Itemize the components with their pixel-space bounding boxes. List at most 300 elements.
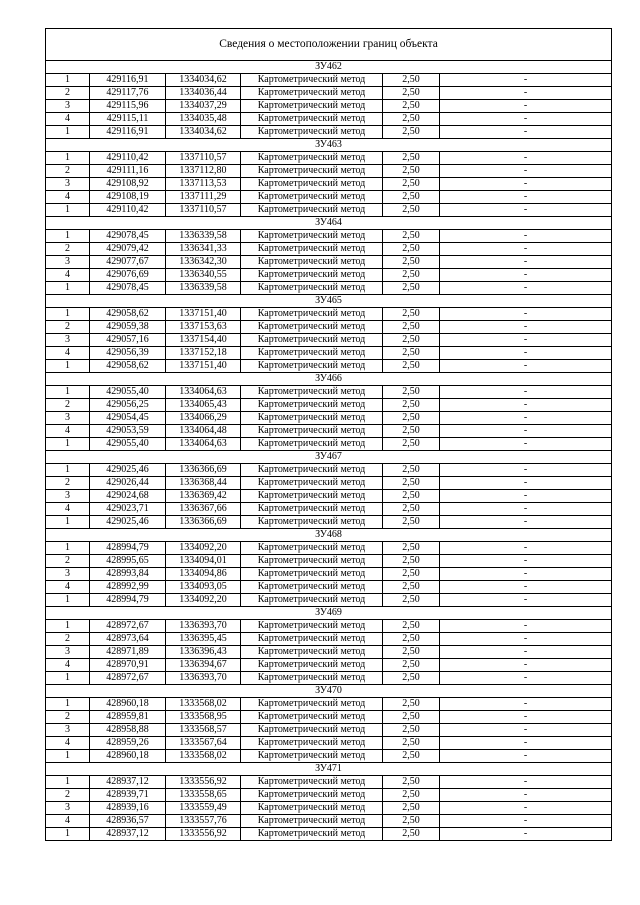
accuracy-cell: 2,50	[383, 594, 440, 607]
method-cell: Картометрический метод	[241, 282, 383, 295]
method-cell: Картометрический метод	[241, 230, 383, 243]
coord-x-cell: 428960,18	[90, 750, 166, 763]
table-row	[46, 464, 612, 477]
section-header-row	[46, 139, 612, 152]
table-row	[46, 321, 612, 334]
coord-x-cell: 429054,45	[90, 412, 166, 425]
accuracy-cell: 2,50	[383, 620, 440, 633]
coord-x-cell: 429077,67	[90, 256, 166, 269]
table-row	[46, 815, 612, 828]
point-number-cell: 1	[46, 776, 90, 789]
coord-y-cell: 1334064,63	[166, 438, 241, 451]
point-number-cell: 4	[46, 737, 90, 750]
point-number-cell: 1	[46, 542, 90, 555]
point-number-cell: 3	[46, 568, 90, 581]
description-cell: -	[440, 347, 612, 360]
section-name: ЗУ464	[46, 217, 612, 230]
method-cell: Картометрический метод	[241, 412, 383, 425]
description-cell: -	[440, 802, 612, 815]
description-cell: -	[440, 620, 612, 633]
method-cell: Картометрический метод	[241, 152, 383, 165]
description-cell: -	[440, 269, 612, 282]
coord-y-cell: 1334065,43	[166, 399, 241, 412]
table-row	[46, 776, 612, 789]
table-row	[46, 100, 612, 113]
coord-y-cell: 1337152,18	[166, 347, 241, 360]
method-cell: Картометрический метод	[241, 581, 383, 594]
coord-y-cell: 1334064,48	[166, 425, 241, 438]
point-number-cell: 1	[46, 672, 90, 685]
table-row	[46, 165, 612, 178]
method-cell: Картометрический метод	[241, 828, 383, 841]
accuracy-cell: 2,50	[383, 230, 440, 243]
point-number-cell: 4	[46, 659, 90, 672]
coord-x-cell: 429057,16	[90, 334, 166, 347]
method-cell: Картометрический метод	[241, 243, 383, 256]
coord-x-cell: 429076,69	[90, 269, 166, 282]
accuracy-cell: 2,50	[383, 386, 440, 399]
description-cell: -	[440, 74, 612, 87]
coord-x-cell: 429025,46	[90, 516, 166, 529]
point-number-cell: 2	[46, 477, 90, 490]
accuracy-cell: 2,50	[383, 737, 440, 750]
point-number-cell: 1	[46, 308, 90, 321]
description-cell: -	[440, 256, 612, 269]
coord-x-cell: 428958,88	[90, 724, 166, 737]
point-number-cell: 4	[46, 581, 90, 594]
point-number-cell: 1	[46, 750, 90, 763]
method-cell: Картометрический метод	[241, 711, 383, 724]
point-number-cell: 2	[46, 243, 90, 256]
coord-x-cell: 428972,67	[90, 672, 166, 685]
coord-x-cell: 428939,71	[90, 789, 166, 802]
point-number-cell: 1	[46, 360, 90, 373]
table-row	[46, 581, 612, 594]
point-number-cell: 1	[46, 438, 90, 451]
method-cell: Картометрический метод	[241, 425, 383, 438]
coord-x-cell: 428937,12	[90, 828, 166, 841]
description-cell: -	[440, 516, 612, 529]
method-cell: Картометрический метод	[241, 74, 383, 87]
method-cell: Картометрический метод	[241, 672, 383, 685]
coord-y-cell: 1336340,55	[166, 269, 241, 282]
point-number-cell: 2	[46, 165, 90, 178]
description-cell: -	[440, 724, 612, 737]
coord-x-cell: 429058,62	[90, 360, 166, 373]
coord-y-cell: 1336395,45	[166, 633, 241, 646]
coord-x-cell: 429115,96	[90, 100, 166, 113]
accuracy-cell: 2,50	[383, 178, 440, 191]
accuracy-cell: 2,50	[383, 347, 440, 360]
table-row	[46, 477, 612, 490]
accuracy-cell: 2,50	[383, 789, 440, 802]
accuracy-cell: 2,50	[383, 113, 440, 126]
point-number-cell: 4	[46, 191, 90, 204]
point-number-cell: 1	[46, 204, 90, 217]
accuracy-cell: 2,50	[383, 425, 440, 438]
coord-y-cell: 1333568,02	[166, 750, 241, 763]
method-cell: Картометрический метод	[241, 269, 383, 282]
method-cell: Картометрический метод	[241, 178, 383, 191]
coord-x-cell: 429108,92	[90, 178, 166, 191]
table-row	[46, 711, 612, 724]
document-page	[45, 28, 611, 841]
point-number-cell: 2	[46, 87, 90, 100]
method-cell: Картометрический метод	[241, 204, 383, 217]
table-row	[46, 412, 612, 425]
description-cell: -	[440, 503, 612, 516]
coord-y-cell: 1333558,65	[166, 789, 241, 802]
table-row	[46, 256, 612, 269]
table-body	[46, 29, 612, 841]
accuracy-cell: 2,50	[383, 74, 440, 87]
section-name: ЗУ462	[46, 61, 612, 74]
point-number-cell: 4	[46, 503, 90, 516]
method-cell: Картометрический метод	[241, 750, 383, 763]
method-cell: Картометрический метод	[241, 256, 383, 269]
table-row	[46, 698, 612, 711]
coord-y-cell: 1336367,66	[166, 503, 241, 516]
coord-y-cell: 1334034,62	[166, 74, 241, 87]
method-cell: Картометрический метод	[241, 516, 383, 529]
coord-x-cell: 429055,40	[90, 438, 166, 451]
point-number-cell: 1	[46, 126, 90, 139]
method-cell: Картометрический метод	[241, 308, 383, 321]
accuracy-cell: 2,50	[383, 438, 440, 451]
method-cell: Картометрический метод	[241, 490, 383, 503]
point-number-cell: 1	[46, 282, 90, 295]
coord-y-cell: 1336341,33	[166, 243, 241, 256]
accuracy-cell: 2,50	[383, 490, 440, 503]
coord-x-cell: 428973,64	[90, 633, 166, 646]
description-cell: -	[440, 204, 612, 217]
coord-x-cell: 429115,11	[90, 113, 166, 126]
coord-y-cell: 1336366,69	[166, 516, 241, 529]
section-name: ЗУ471	[46, 763, 612, 776]
accuracy-cell: 2,50	[383, 555, 440, 568]
coord-y-cell: 1334066,29	[166, 412, 241, 425]
description-cell: -	[440, 815, 612, 828]
section-header-row	[46, 607, 612, 620]
point-number-cell: 1	[46, 828, 90, 841]
accuracy-cell: 2,50	[383, 711, 440, 724]
coord-y-cell: 1334094,86	[166, 568, 241, 581]
table-row	[46, 542, 612, 555]
section-header-row	[46, 373, 612, 386]
method-cell: Картометрический метод	[241, 542, 383, 555]
coord-y-cell: 1337153,63	[166, 321, 241, 334]
section-name: ЗУ465	[46, 295, 612, 308]
method-cell: Картометрический метод	[241, 191, 383, 204]
accuracy-cell: 2,50	[383, 243, 440, 256]
point-number-cell: 3	[46, 412, 90, 425]
point-number-cell: 4	[46, 113, 90, 126]
coord-y-cell: 1333557,76	[166, 815, 241, 828]
point-number-cell: 2	[46, 789, 90, 802]
method-cell: Картометрический метод	[241, 126, 383, 139]
coord-y-cell: 1334036,44	[166, 87, 241, 100]
section-name: ЗУ467	[46, 451, 612, 464]
description-cell: -	[440, 113, 612, 126]
coord-y-cell: 1336366,69	[166, 464, 241, 477]
accuracy-cell: 2,50	[383, 256, 440, 269]
coord-y-cell: 1337112,80	[166, 165, 241, 178]
table-row	[46, 737, 612, 750]
coord-y-cell: 1336339,58	[166, 282, 241, 295]
section-header-row	[46, 61, 612, 74]
coord-x-cell: 429116,91	[90, 74, 166, 87]
point-number-cell: 1	[46, 516, 90, 529]
table-row	[46, 568, 612, 581]
coord-y-cell: 1333568,57	[166, 724, 241, 737]
point-number-cell: 4	[46, 269, 90, 282]
method-cell: Картометрический метод	[241, 568, 383, 581]
coord-y-cell: 1334034,62	[166, 126, 241, 139]
coord-x-cell: 428970,91	[90, 659, 166, 672]
table-row	[46, 646, 612, 659]
description-cell: -	[440, 230, 612, 243]
description-cell: -	[440, 737, 612, 750]
method-cell: Картометрический метод	[241, 477, 383, 490]
point-number-cell: 3	[46, 100, 90, 113]
coord-y-cell: 1337111,29	[166, 191, 241, 204]
section-header-row	[46, 295, 612, 308]
coord-y-cell: 1336396,43	[166, 646, 241, 659]
coord-x-cell: 429053,59	[90, 425, 166, 438]
method-cell: Картометрический метод	[241, 776, 383, 789]
coord-y-cell: 1334092,20	[166, 594, 241, 607]
description-cell: -	[440, 750, 612, 763]
description-cell: -	[440, 308, 612, 321]
table-row	[46, 204, 612, 217]
table-row	[46, 74, 612, 87]
coord-y-cell: 1337110,57	[166, 152, 241, 165]
coord-x-cell: 429116,91	[90, 126, 166, 139]
coord-y-cell: 1333568,02	[166, 698, 241, 711]
table-row	[46, 399, 612, 412]
description-cell: -	[440, 386, 612, 399]
coord-y-cell: 1334037,29	[166, 100, 241, 113]
method-cell: Картометрический метод	[241, 659, 383, 672]
coord-x-cell: 429023,71	[90, 503, 166, 516]
accuracy-cell: 2,50	[383, 828, 440, 841]
accuracy-cell: 2,50	[383, 503, 440, 516]
method-cell: Картометрический метод	[241, 633, 383, 646]
table-row	[46, 594, 612, 607]
point-number-cell: 1	[46, 464, 90, 477]
coord-x-cell: 428960,18	[90, 698, 166, 711]
method-cell: Картометрический метод	[241, 737, 383, 750]
description-cell: -	[440, 594, 612, 607]
description-cell: -	[440, 490, 612, 503]
coord-y-cell: 1336339,58	[166, 230, 241, 243]
coord-y-cell: 1333567,64	[166, 737, 241, 750]
table-row	[46, 672, 612, 685]
coord-x-cell: 429117,76	[90, 87, 166, 100]
section-name: ЗУ470	[46, 685, 612, 698]
coord-y-cell: 1334064,63	[166, 386, 241, 399]
coord-y-cell: 1334092,20	[166, 542, 241, 555]
accuracy-cell: 2,50	[383, 204, 440, 217]
table-row	[46, 659, 612, 672]
table-row	[46, 386, 612, 399]
description-cell: -	[440, 711, 612, 724]
description-cell: -	[440, 633, 612, 646]
point-number-cell: 3	[46, 178, 90, 191]
section-name: ЗУ463	[46, 139, 612, 152]
coord-x-cell: 428959,26	[90, 737, 166, 750]
coord-x-cell: 429078,45	[90, 282, 166, 295]
coord-x-cell: 429055,40	[90, 386, 166, 399]
table-row	[46, 347, 612, 360]
description-cell: -	[440, 698, 612, 711]
method-cell: Картометрический метод	[241, 698, 383, 711]
coord-y-cell: 1337151,40	[166, 308, 241, 321]
method-cell: Картометрический метод	[241, 620, 383, 633]
method-cell: Картометрический метод	[241, 594, 383, 607]
description-cell: -	[440, 126, 612, 139]
point-number-cell: 3	[46, 646, 90, 659]
point-number-cell: 4	[46, 347, 90, 360]
method-cell: Картометрический метод	[241, 386, 383, 399]
description-cell: -	[440, 399, 612, 412]
coord-y-cell: 1333556,92	[166, 776, 241, 789]
title-row	[46, 29, 612, 61]
method-cell: Картометрический метод	[241, 100, 383, 113]
coord-x-cell: 429059,38	[90, 321, 166, 334]
description-cell: -	[440, 87, 612, 100]
accuracy-cell: 2,50	[383, 659, 440, 672]
coord-x-cell: 428937,12	[90, 776, 166, 789]
coord-y-cell: 1334035,48	[166, 113, 241, 126]
coord-y-cell: 1336393,70	[166, 672, 241, 685]
table-row	[46, 360, 612, 373]
description-cell: -	[440, 581, 612, 594]
method-cell: Картометрический метод	[241, 555, 383, 568]
table-row	[46, 269, 612, 282]
point-number-cell: 4	[46, 425, 90, 438]
description-cell: -	[440, 100, 612, 113]
table-row	[46, 503, 612, 516]
accuracy-cell: 2,50	[383, 126, 440, 139]
coord-y-cell: 1336368,44	[166, 477, 241, 490]
accuracy-cell: 2,50	[383, 412, 440, 425]
accuracy-cell: 2,50	[383, 698, 440, 711]
description-cell: -	[440, 542, 612, 555]
description-cell: -	[440, 282, 612, 295]
point-number-cell: 1	[46, 74, 90, 87]
coord-x-cell: 429110,42	[90, 204, 166, 217]
table-row	[46, 126, 612, 139]
accuracy-cell: 2,50	[383, 724, 440, 737]
accuracy-cell: 2,50	[383, 516, 440, 529]
table-row	[46, 724, 612, 737]
point-number-cell: 3	[46, 724, 90, 737]
coord-x-cell: 428936,57	[90, 815, 166, 828]
coord-y-cell: 1337154,40	[166, 334, 241, 347]
description-cell: -	[440, 464, 612, 477]
description-cell: -	[440, 659, 612, 672]
table-row	[46, 802, 612, 815]
accuracy-cell: 2,50	[383, 464, 440, 477]
coord-y-cell: 1334093,05	[166, 581, 241, 594]
accuracy-cell: 2,50	[383, 477, 440, 490]
method-cell: Картометрический метод	[241, 334, 383, 347]
coord-y-cell: 1337113,53	[166, 178, 241, 191]
table-row	[46, 828, 612, 841]
description-cell: -	[440, 152, 612, 165]
accuracy-cell: 2,50	[383, 269, 440, 282]
coord-x-cell: 429111,16	[90, 165, 166, 178]
coord-x-cell: 428939,16	[90, 802, 166, 815]
table-title: Сведения о местоположении границ объекта	[46, 29, 612, 61]
coord-x-cell: 429108,19	[90, 191, 166, 204]
point-number-cell: 1	[46, 386, 90, 399]
coord-y-cell: 1336342,30	[166, 256, 241, 269]
section-name: ЗУ466	[46, 373, 612, 386]
coord-y-cell: 1337151,40	[166, 360, 241, 373]
point-number-cell: 3	[46, 490, 90, 503]
accuracy-cell: 2,50	[383, 815, 440, 828]
point-number-cell: 3	[46, 256, 90, 269]
coord-x-cell: 429056,39	[90, 347, 166, 360]
description-cell: -	[440, 425, 612, 438]
coord-y-cell: 1337110,57	[166, 204, 241, 217]
coord-x-cell: 428993,84	[90, 568, 166, 581]
method-cell: Картометрический метод	[241, 87, 383, 100]
accuracy-cell: 2,50	[383, 87, 440, 100]
description-cell: -	[440, 191, 612, 204]
point-number-cell: 1	[46, 594, 90, 607]
accuracy-cell: 2,50	[383, 334, 440, 347]
point-number-cell: 2	[46, 321, 90, 334]
accuracy-cell: 2,50	[383, 581, 440, 594]
coord-x-cell: 429110,42	[90, 152, 166, 165]
accuracy-cell: 2,50	[383, 321, 440, 334]
description-cell: -	[440, 789, 612, 802]
coord-x-cell: 428994,79	[90, 594, 166, 607]
method-cell: Картометрический метод	[241, 802, 383, 815]
coord-y-cell: 1334094,01	[166, 555, 241, 568]
coord-y-cell: 1336393,70	[166, 620, 241, 633]
point-number-cell: 1	[46, 230, 90, 243]
coord-x-cell: 428971,89	[90, 646, 166, 659]
coord-y-cell: 1333559,49	[166, 802, 241, 815]
accuracy-cell: 2,50	[383, 633, 440, 646]
coord-x-cell: 429056,25	[90, 399, 166, 412]
table-row	[46, 87, 612, 100]
point-number-cell: 1	[46, 620, 90, 633]
method-cell: Картометрический метод	[241, 815, 383, 828]
coord-x-cell: 428995,65	[90, 555, 166, 568]
point-number-cell: 2	[46, 555, 90, 568]
table-row	[46, 152, 612, 165]
table-row	[46, 633, 612, 646]
accuracy-cell: 2,50	[383, 282, 440, 295]
section-header-row	[46, 451, 612, 464]
method-cell: Картометрический метод	[241, 321, 383, 334]
coord-y-cell: 1336394,67	[166, 659, 241, 672]
coord-x-cell: 429024,68	[90, 490, 166, 503]
description-cell: -	[440, 776, 612, 789]
method-cell: Картометрический метод	[241, 113, 383, 126]
point-number-cell: 2	[46, 633, 90, 646]
accuracy-cell: 2,50	[383, 542, 440, 555]
point-number-cell: 3	[46, 802, 90, 815]
section-name: ЗУ468	[46, 529, 612, 542]
point-number-cell: 2	[46, 711, 90, 724]
accuracy-cell: 2,50	[383, 568, 440, 581]
